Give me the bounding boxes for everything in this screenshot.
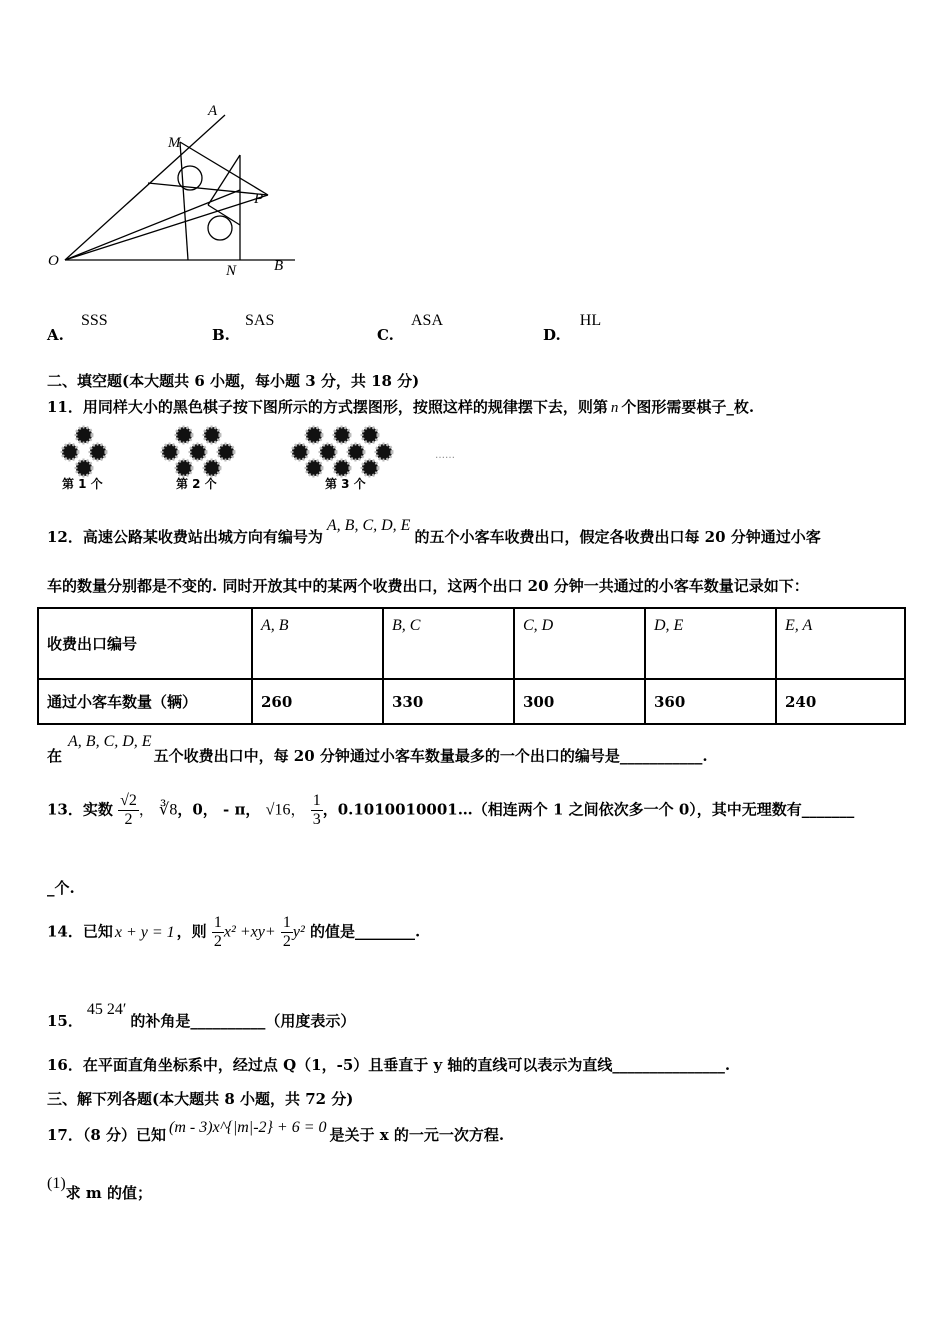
label-O: O (48, 253, 59, 269)
option-b[interactable] (212, 310, 275, 344)
q12-after-prefix: 在 (47, 747, 63, 765)
q17-tail: 是关于 x 的一元一次方程. (329, 1126, 505, 1144)
q11-text-after: 个图形需要棋子_枚. (621, 398, 755, 416)
q13-fraction-third (311, 792, 323, 829)
question-12-line1 (47, 514, 821, 546)
q12-line1-before: 12．高速公路某收费站出城方向有编号为 (47, 528, 323, 546)
q13-prefix: 13．实数 (47, 800, 113, 819)
question-16: 16．在平面直角坐标系中，经过点 Q（1，-5）且垂直于 y 轴的直线可以表示为直线_______________. (47, 1056, 731, 1074)
table-row-label: 通过小客车数量（辆） (38, 679, 252, 724)
question-12-line2: 车的数量分别都是不变的. 同时开放其中的某两个收费出口，这两个出口 20 分钟一共通过的小客车数量记录如下： (47, 577, 809, 595)
q17-prefix: 17．（8 分）已知 (47, 1126, 167, 1144)
option-value: SSS (80, 312, 108, 329)
option-letter: B. (212, 326, 230, 344)
option-value: SAS (245, 312, 275, 329)
caption-3: 第 3 个 (325, 477, 366, 491)
fraction-numerator: 1 (312, 792, 321, 809)
question-12-answer-line (47, 730, 708, 765)
option-letter: D. (543, 326, 561, 344)
option-letter: A. (47, 326, 64, 344)
q13-sqrt16: √16 (265, 801, 291, 819)
question-17-part1 (47, 1172, 152, 1202)
section-3-title: 三、解下列各题(本大题共 8 小题，共 72 分) (47, 1090, 354, 1108)
question-11 (47, 396, 754, 417)
q15-angle: 45 24′ (86, 1001, 127, 1018)
table-cell: C, D (514, 608, 645, 679)
q14-prefix: 14．已知 (47, 922, 113, 941)
label-M: M (168, 135, 181, 151)
table-row (38, 679, 905, 724)
exit-count-table (37, 607, 906, 725)
q12-line1-after: 的五个小客车收费出口，假定各收费出口每 20 分钟通过小客 (414, 528, 821, 546)
caption-2: 第 2 个 (176, 477, 217, 491)
q17-part1-text: 求 m 的值； (65, 1184, 152, 1202)
q13-items: ，0， - π， (177, 800, 261, 819)
section-2-title: 二、填空题(本大题共 6 小题，每小题 3 分，共 18 分) (47, 372, 420, 390)
q11-text-before: 11．用同样大小的黑色棋子按下图所示的方式摆图形，按照这样的规律摆下去，则第 (47, 398, 608, 416)
table-cell: D, E (645, 608, 776, 679)
label-P: P (254, 191, 264, 207)
label-A: A (208, 103, 218, 119)
option-d[interactable] (543, 310, 602, 344)
question-14 (47, 914, 420, 951)
table-header-label: 收费出口编号 (38, 608, 252, 679)
fraction-numerator: √2 (120, 792, 137, 809)
question-17 (47, 1116, 505, 1144)
table-cell: 330 (383, 679, 514, 724)
q17-equation: (m - 3)x^{|m|-2} + 6 = 0 (169, 1119, 327, 1136)
q13-tail: ，0.1010010001…（相连两个 1 之间依次多一个 0），其中无理数有_______ (322, 800, 855, 819)
q15-tail: 的补角是__________（用度表示） (130, 1012, 356, 1030)
q14-expr-end: y² (292, 923, 305, 941)
q12-exits: A, B, C, D, E (326, 517, 411, 534)
table-cell: 300 (514, 679, 645, 724)
table-cell: E, A (776, 608, 905, 679)
q13-fraction-sqrt2 (118, 792, 139, 829)
geometry-figure (40, 95, 310, 285)
table-row (38, 608, 905, 679)
label-N: N (226, 263, 237, 279)
caption-1: 第 1 个 (62, 477, 103, 491)
question-15 (47, 998, 356, 1030)
question-13: 13．实数 $\frac{√2}{2}$ ， ∛8，0， - π， √16， $\frac{1}{3}$ ，0.1010010001…（相连两个 1 之间依次多一个 0），其中无理数有_______ (47, 792, 855, 828)
chess-pattern-figure (50, 422, 470, 492)
option-letter: C. (377, 326, 394, 344)
table-cell: B, C (383, 608, 514, 679)
table-cell: 360 (645, 679, 776, 724)
q14-half-1: $\frac{1}{2}$ (213, 914, 222, 950)
table-cell: 260 (252, 679, 383, 724)
q12-after-exits: A, B, C, D, E (68, 733, 152, 750)
q14-half-2: $\frac{1}{2}$ (282, 914, 291, 950)
q14-condition: x + y = 1 (114, 923, 175, 941)
q12-after-text: 五个收费出口中，每 20 分钟通过小客车数量最多的一个出口的编号是___________. (153, 747, 708, 765)
option-a[interactable] (47, 310, 108, 344)
option-value: ASA (411, 312, 444, 329)
option-c[interactable] (377, 310, 444, 344)
fraction-denominator: 2 (124, 811, 133, 828)
question-13-line2: _个. (47, 879, 75, 897)
label-B: B (274, 258, 284, 274)
option-value: HL (579, 312, 602, 329)
caption-ellipsis: …… (435, 450, 455, 461)
q14-tail: 的值是________. (310, 922, 421, 941)
q17-part1-num: (1) (47, 1175, 66, 1192)
q15-prefix: 15． (47, 1012, 83, 1030)
fraction-denominator: 3 (312, 811, 321, 828)
q14-then: ，则 (176, 922, 207, 941)
q11-var: n (610, 400, 619, 416)
table-cell: 240 (776, 679, 905, 724)
q14-expr-mid: x² +xy+ (223, 923, 276, 941)
table-cell: A, B (252, 608, 383, 679)
q13-cbrt: ∛8 (159, 801, 178, 819)
